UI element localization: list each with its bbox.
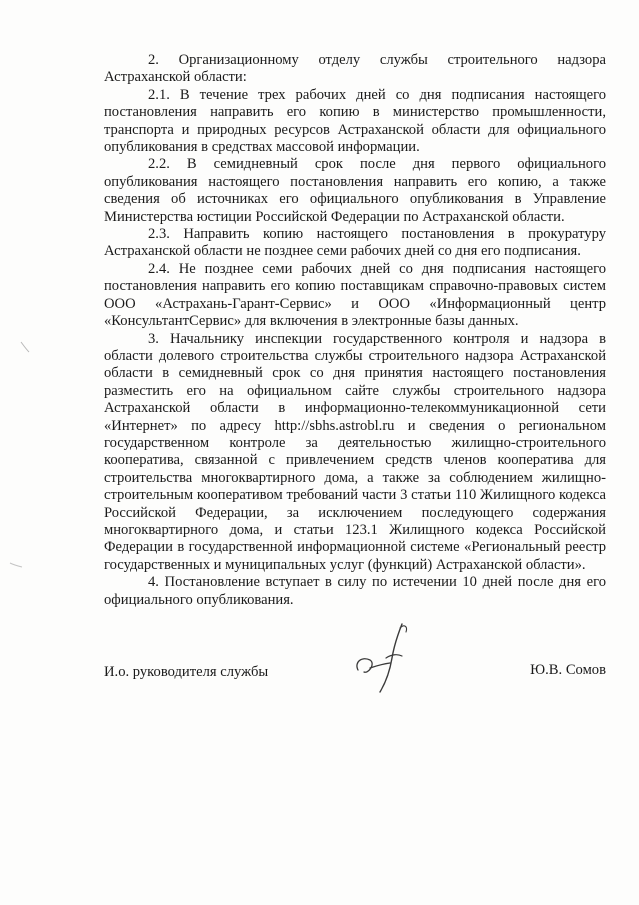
paragraph-2-4: 2.4. Не позднее семи рабочих дней со дня подписания настоящего постановления направить его копию поставщикам справочно-правовых систем ООО «Астрахань-Гарант-Сервис» и ООО «Информационный центр «КонсультантСервис» для включения в электронные базы данных. bbox=[104, 260, 606, 330]
paragraph-2-1: 2.1. В течение трех рабочих дней со дня подписания настоящего постановления направить его копию в министерство промышленности, транспорта и природных ресурсов Астраханской области для официального опубликования в средствах массовой информации. bbox=[104, 86, 606, 156]
scan-margin-mark bbox=[8, 560, 24, 570]
signatory-name: Ю.В. Сомов bbox=[530, 662, 606, 678]
paragraph-2-3: 2.3. Направить копию настоящего постановления в прокуратуру Астраханской области не позднее семи рабочих дней со дня его подписания. bbox=[104, 226, 606, 260]
paragraph-4: 4. Постановление вступает в силу по истечении 10 дней после дня его официального опубликования. bbox=[104, 574, 606, 608]
paragraph-3: 3. Начальнику инспекции государственного контроля и надзора в области долевого строительства службы строительного надзора Астраханской области в семидневный срок со дня принятия настоящего постановления разместить его на официальном сайте службы строительного надзора Астраханской области в информационно-телекоммуникационной сети «Интернет» по адресу http://sbhs.astrobl.ru и сведения о региональном государственном контроле за деятельностью жилищно-строительного кооператива, связанной с привлечением средств членов кооператива для строительства многоквартирного дома, а также за соблюдением жилищно-строительным кооперативом требований части 3 статьи 110 Жилищного кодекса Российской Федерации, за исключением последующего содержания многоквартирного дома, и статьи 123.1 Жилищного кодекса Российской Федерации в государственной информационной системе «Региональный реестр государственных и муниципальных услуг (функций) Астраханской области». bbox=[104, 330, 606, 573]
paragraph-2: 2. Организационному отделу службы строительного надзора Астраханской области: bbox=[104, 52, 606, 86]
signature-block bbox=[104, 660, 606, 682]
handwritten-signature bbox=[352, 618, 416, 698]
signatory-title: И.о. руководителя службы bbox=[104, 664, 269, 680]
scan-margin-mark bbox=[18, 340, 32, 354]
document-body bbox=[104, 52, 606, 609]
paragraph-2-2: 2.2. В семидневный срок после дня первого официального опубликования настоящего постановления направить его копию, а также сведения об источниках его официального опубликования в Управление Министерства юстиции Российской Федерации по Астраханской области. bbox=[104, 156, 606, 225]
